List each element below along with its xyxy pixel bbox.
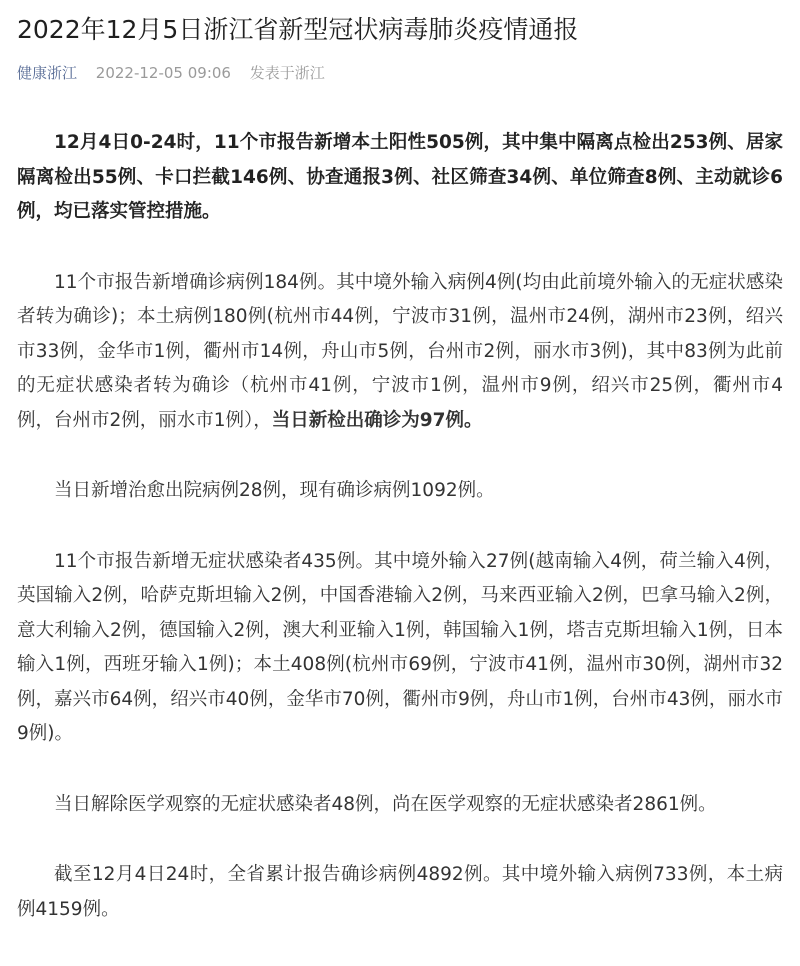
paragraph-cumulative: 截至12月4日24时，全省累计报告确诊病例4892例。其中境外输入病例733例，本土病例4159例。: [17, 864, 783, 920]
article-content: [17, 126, 783, 927]
publish-date: 2022-12-05 09:06: [95, 64, 231, 82]
publish-location: 发表于浙江: [249, 64, 325, 82]
account-name-link[interactable]: 健康浙江: [17, 64, 78, 82]
confirmed-cases-highlight: 当日新检出确诊为97例。: [271, 409, 483, 431]
paragraph-asymptomatic: 11个市报告新增无症状感染者435例。其中境外输入27例(越南输入4例，荷兰输入4例，英国输入2例，哈萨克斯坦输入2例，中国香港输入2例，马来西亚输入2例，巴拿马输入2例，意大利输入2例，德国输入2例，澳大利亚输入1例，韩国输入1例，塔吉克斯坦输入1例，日本输入1例，西班牙输入1例)；本土408例(杭州市69例，宁波市41例，温州市30例，湖州市32例，嘉兴市64例，绍兴市40例，金华市70例，衢州市9例，舟山市1例，台州市43例，丽水市9例)。: [17, 550, 783, 744]
paragraph-observation: 当日解除医学观察的无症状感染者48例，尚在医学观察的无症状感染者2861例。: [54, 793, 717, 815]
paragraph-summary: 12月4日0-24时，11个市报告新增本土阳性505例，其中集中隔离点检出253例、居家隔离检出55例、卡口拦截146例、协查通报3例、社区筛查34例、单位筛查8例、主动就诊6例，均已落实管控措施。: [17, 132, 783, 222]
paragraph-confirmed-cases: [17, 266, 783, 439]
article-meta: [17, 62, 783, 84]
confirmed-cases-text: 11个市报告新增确诊病例184例。其中境外输入病例4例(均由此前境外输入的无症状感染者转为确诊)；本土病例180例(杭州市44例，宁波市31例，温州市24例，湖州市23例，绍兴市33例，金华市1例，衢州市14例，舟山市5例，台州市2例，丽水市3例)，其中83例为此前的无症状感染者转为确诊（杭州市41例，宁波市1例，温州市9例，绍兴市25例，衢州市4例，台州市2例，丽水市1例），: [17, 271, 783, 431]
paragraph-recovered: 当日新增治愈出院病例28例，现有确诊病例1092例。: [54, 480, 495, 501]
article-title: 2022年12月5日浙江省新型冠状病毒肺炎疫情通报: [17, 15, 579, 44]
